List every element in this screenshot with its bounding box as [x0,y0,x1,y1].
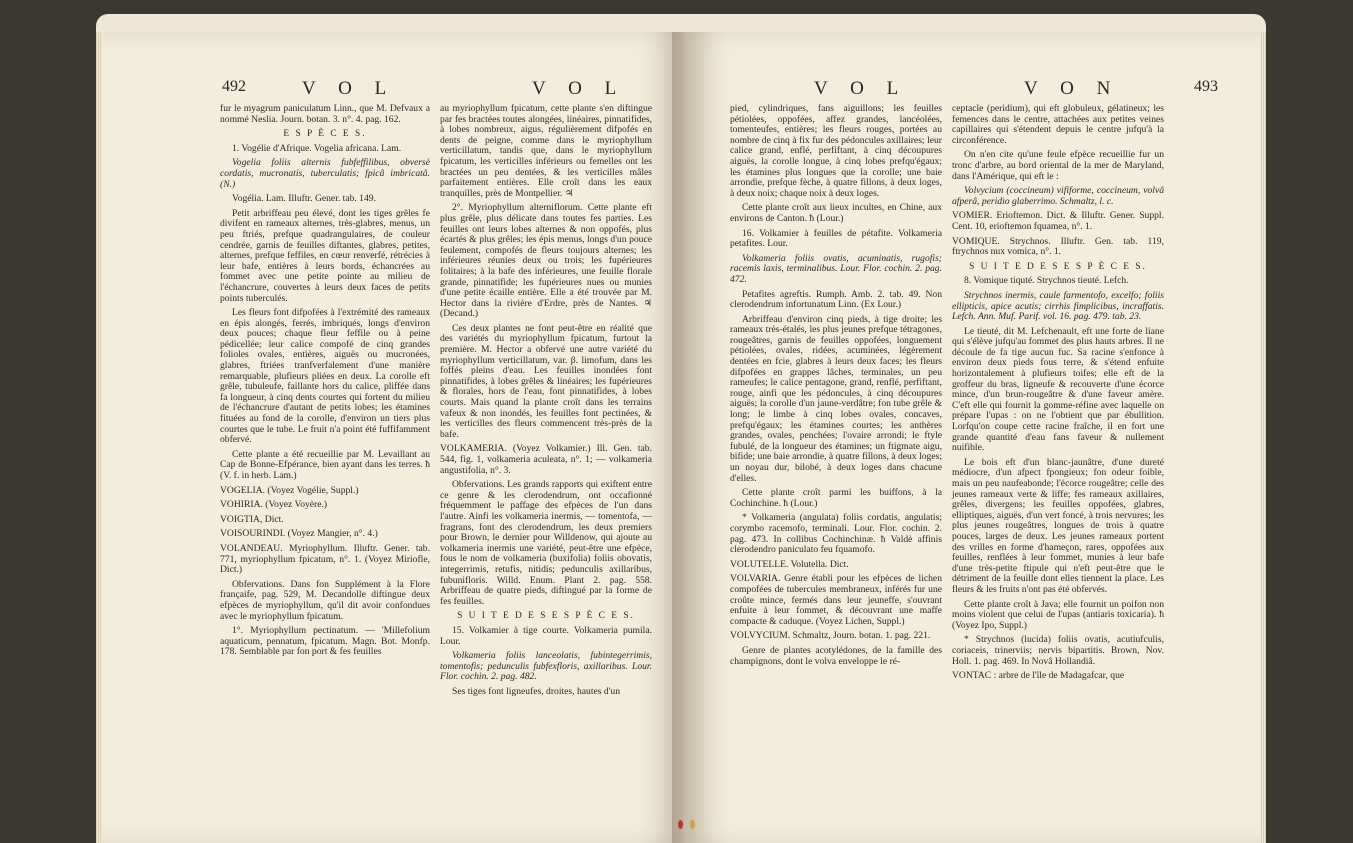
bookmark-dot-red [678,820,683,829]
paragraph: 15. Volkamier à tige courte. Volkameria pumila. Lour. [440,624,652,647]
paragraph: Les fleurs font difpofées à l'extrémité des rameaux en épis alongés, ferrés, imbriqués, longs d'environ deux pouces; chaque fleur feffile ou à peine pédicellée; leur calice compofé de cinq grandes folioles ovales, entières, aiguës ou mucronées, glabres, ftriées tranfverfalement d'une manière remarquable, plufieurs pliées en deux. La corolle eft grêle, tubuleufe, faillante hors du calice, pliffée dans fa longueur, à cinq dents courtes qui fortent du milieu de l'échancrure d'autant de petits lobes; les étamines fituées au fond de la corolle, d'environ un tiers plus courtes que le tube. Le fruit n'a point été fuffifamment obfervé. [220,307,430,446]
paragraph: * Strychnos (lucida) foliis ovatis, acutiufculis, coriaceis, trinerviis; nervis bipartitis. Brown, Nov. Holl. 1. pag. 469. In Novâ Hollandiâ. [952,634,1164,667]
paragraph: Volvycium (coccineum) vififorme, coccineum, volvâ afperâ, peridio glaberrimo. Schmaltz, l. c. [952,185,1164,207]
page-stack-left [96,32,101,843]
entry: VOLVARIA. Genre établi pour les efpèces de lichen compofées de tubercules membraneux, inférés fur une croûte mince, fermés dans leur jeuneffe, s'ouvrant enfuite à leur fommet, & découvrant une maffe compacte & caduque. (Voyez Lichen, Suppl.) [730,573,942,627]
page-stack-right [1261,32,1266,843]
paragraph: Le bois eft d'un blanc-jaunâtre, d'une dureté médiocre, d'un afpect fpongieux; fon odeur foible, mais un peu naufeabonde; l'écorce rougeâtre; celle des jeunes rameaux verte & liffe; fes rameaux axillaires, grêles, divergens; les feuilles oppofées, glabres, elliptiques, aiguës, d'un vert foncé, à trois nervures; les plus jeunes rougeâtres, longues de trois à quatre pouces, larges de deux. Les jeunes rameaux portent des vrilles en forme d'hameçon, rares, oppofées aux feuilles, renflées à leur fommet, munies à leur bafe d'une très-petite ftipule qui n'eft peut-être que le détriment de la feuille dont elles tiennent la place. Les fleurs & les fruits n'ont pas été obfervés. [952,456,1164,595]
paragraph: pied, cylindriques, fans aiguillons; les feuilles pétiolées, oppofées, affez grandes, lancéolées, tomenteufes, entières; les fleurs rouges, portées au nombre de cinq à fix fur des pédoncules axillaires; leur calice grand, enflé, perfiftant, à cinq découpures aiguës, la corolle longue, à cinq lobes prefqu'égaux; les étamines plus longues que la corolle; une baie arrondie, prefque fèche, à quatre fillons, à deux loges, à deux noix; chaque noix à deux loges. [730,103,942,199]
paragraph: Cette plante croît parmi les buiffons, à la Cochinchine. ħ (Lour.) [730,487,942,509]
paragraph: au myriophyllum fpicatum, cette plante s'en diftingue par fes bractées toutes alongées, linéaires, pinnatifides, à lobes nombreux, aigus, régulièrement difpofés en dents de peigne, comme dans le myriophyllum verticillatum, tandis que, dans le myriophyllum fpicatum, les verticilles inférieurs ou femelles ont les bractées un peu dentées, & les verticilles mâles parfaitement entières. Elle croît dans les eaux tranquilles, près de Montpellier. ♃ [440,103,652,199]
paragraph: * Volkameria (angulata) foliis cordatis, angulatis; corymbo racemofo, terminali. Lour. Flor. cochin. 2. pag. 473. In collibus Cochinchinæ. ħ Valdè affinis clerodendro paniculato feu fquamofo. [730,512,942,556]
paragraph: Arbriffeau d'environ cinq pieds, à tige droite; les rameaux très-étalés, les plus jeunes prefque tétragones, rougeâtres, garnis de feuilles oppofées, longuement pétiolées, ovales, ridées, acuminées, légèrement dentées en fcie, glabres à leurs deux faces; les fleurs difpofées en grappes lâches, terminales, un peu rameufes; le calice pentagone, grand, renflé, perfiftant, rouge, ainfi que les pédoncules, à cinq découpures aiguës; la corolle d'un jaune-verdâtre; fon tube grêle & long; le limbe à cinq lobes ovales, concaves, prefqu'égaux; les étamines courtes; les anthères grandes, ovales, penchées; l'ovaire arrondi; le ftyle fubulé, de la longueur des étamines; un ftigmate aigu, bifide; une baie arrondie, à quatre fillons, à deux loges; un noyau dur, bilobé, à deux loges dans chacune d'elles. [730,313,942,484]
entry: VOIGTIA, Dict. [220,513,284,525]
entry: VOISOURINDI. (Voyez Mangier, n°. 4.) [220,528,378,540]
paragraph: Petafites agreftis. Rumph. Amb. 2. tab. 49. Non clerodendrum infortunatum Linn. (Ex Lour.) [730,288,942,311]
left-page [102,32,684,843]
entry: VOMIQUE. Strychnos. Illuftr. Gen. tab. 119, ftrychnos nux vomica, n°. 1. [952,235,1164,258]
right-page-column-1 [730,104,942,671]
paragraph: 1°. Myriophyllum pectinatum. — 'Millefolium aquaticum, pennatum, fpicatum. Magn. Bot. Monfp. 178. Semblable par fon port & fes feuilles [220,625,430,658]
left-page-number: 492 [222,78,246,95]
bookmark-dot-gold [690,820,695,829]
right-page-title-right: V O N [1024,78,1120,99]
paragraph: Cette plante a été recueillie par M. Levaillant au Cap de Bonne-Efpérance, bien ayant dans les terres. ħ (V. f. in herb. Lam.) [220,448,430,481]
paragraph: Volkameria foliis ovatis, acuminatis, rugofis; racemis laxis, terminalibus. Lour. Flor. cochin. 2. pag. 472. [730,252,942,285]
entry: VOGELIA. (Voyez Vogélie, Suppl.) [220,484,359,496]
right-page [684,32,1260,843]
paragraph: Volkameria foliis lanceolatis, fubintegerrimis, tomentofis; pedunculis fubfexfloris, axillaribus. Lour. Flor. cochin. 2. pag. 482. [440,650,652,683]
left-page-title-right: V O L [532,78,626,99]
paragraph: ceptacle (peridium), qui eft globuleux, gélatineux; les femences dans le centre, attachées aux petites veines capillaires qui s'étendent depuis le centre jufqu'à la circonférence. [952,103,1164,146]
open-book [96,14,1266,843]
section-heading: E S P È C E S. [283,129,367,140]
paragraph: Ses tiges font ligneufes, droites, hautes d'un [452,685,620,697]
paragraph: fur le myagrum paniculatum Linn., que M. Defvaux a nommé Neslia. Journ. botan. 3. n°. 4. pag. 162. [220,103,430,125]
left-page-column-1 [220,104,430,662]
paragraph: Strychnos inermis, caule farmentofo, excelfo; foliis ellipticis, apice acutis; cirrhis fimplicibus, incraffatis. Lefch. Ann. Muf. Parif. vol. 16. pag. 479. tab. 23. [952,289,1164,323]
paragraph: Vogélia. Lam. Illuftr. Gener. tab. 149. [232,193,376,205]
paragraph: Genre de plantes acotylédones, de la famille des champignons, dont le volva enveloppe le ré- [730,644,942,667]
paragraph: Ces deux plantes ne font peut-être en réalité que des variétés du myriophyllum fpicatum, furtout la première. M. Hector a obfervé une autre variété du myriophyllum verticillatum, var. β. limofum, dans les foffés pleins d'eau. Les feuilles inondées font pinnatifides, à lobes grêles & linéaires; les fupérieures & florales, hors de l'eau, font pinnatifides, à lobes courts. Mais quand la plante croît dans les terrains vafeux & non inondés, les feuilles font pectinées, & les verticilles des fleurs commencent très-près de la bafe. [440,322,652,440]
right-page-number: 493 [1194,78,1218,95]
paragraph: Obfervations. Les grands rapports qui exiftent entre ce genre & les clerodendrum, ont occafionné fréquemment le paffage des efpèces de l'un dans l'autre. Ainfi les volkameria inermis, — tomentofa, — fragrans, font des clerodendrum, les deux premiers pour Brown, le dernier pour Willdenow, qui ajoute au volkameria inermis une variété, peut-être une efpèce, fous le nom de volkameria (buxifolia) foliis obovatis, integerrimis, retufis, nitidis; pedunculis axillaribus, fubunifloris. Willd. Enum. Plant 2. pag. 558. Arbriffeau de quatre pieds, diftingué par la forme de fes feuilles. [440,479,652,607]
section-heading: S U I T E D E S E S P È C E S. [969,261,1147,272]
paragraph: On n'en cite qu'une feule efpèce recueillie fur un tronc d'arbre, au bord oriental de la mer de Maryland, dans l'Amérique, qui eft le : [952,149,1164,182]
paragraph: Cette plante croît aux lieux incultes, en Chine, aux environs de Canton. ħ (Lour.) [730,202,942,224]
entry: VONTAC : arbre de l'île de Madagafcar, que [952,670,1125,682]
paragraph: Le tieuté, dit M. Lefchenault, eft une forte de liane qui s'élève jufqu'au fommet des plus hauts arbres. Il ne découle de fa tige aucun fuc. Sa racine s'enfonce à environ deux pieds fous terre, & s'étend enfuite horizontalement à plufieurs toifes; elle eft de la groffeur du bras, ligneufe & recouverte d'une écorce mince, d'un brun-rougeâtre & d'une faveur amère. C'eft elle qui fournit la gomme-réfine avec laquelle on prépare l'upas : on ne l'obtient que par ébullition. Lorfqu'on coupe cette racine fraîche, il en fort une grande quantité d'eau fans faveur & nullement nuifible. [952,325,1164,454]
right-page-title-left: V O L [814,78,908,99]
paragraph: 16. Volkamier à feuilles de pétafite. Volkameria petafites. Lour. [730,227,942,250]
paragraph: 8. Vomique tiquté. Strychnos tieuté. Lefch. [964,275,1129,287]
entry: VOLKAMERIA. (Voyez Volkamier.) Ill. Gen. tab. 544, fig. 1, volkameria aculeata, n°. 1; — volkameria angustifolia, n°. 3. [440,443,652,476]
paragraph: Cette plante croît à Java; elle fournit un poifon non moins violent que celui de l'upas (antiaris toxicaria). ħ (Voyez Ipo, Suppl.) [952,598,1164,631]
paragraph: 1. Vogélie d'Afrique. Vogelia africana. Lam. [232,142,402,154]
entry: VOLUTELLE. Volutella. Dict. [730,558,849,570]
entry: VOHIRIA. (Voyez Voyère.) [220,499,328,511]
entry: VOLANDEAU. Myriophyllum. Illuftr. Gener. tab. 771, myriophyllum fpicatum, n°. 1. (Voyez Miriofle, Dict.) [220,542,430,576]
right-page-column-2 [952,104,1164,686]
entry: VOMIER. Erioftemon. Dict. & Illuftr. Gener. Suppl. Cent. 10, erioftemon fquamea, n°. 1. [952,210,1164,232]
entry: VOLVYCIUM. Schmaltz, Journ. botan. 1. pag. 221. [730,630,931,642]
paragraph: Petit arbriffeau peu élevé, dont les tiges grêles fe divifent en rameaux alternes, très-glabres, menus, un peu ftriés, prefque quadrangulaires, de couleur cendrée, garnis de feuilles diftantes, glabres, petites, alternes, prefque feffiles, en cœur renverfé, rétrécies à leur bafe, entières à leurs bords, échancrées au fommet avec une petite pointe au milieu de l'échancrure, couvertes à leurs deux faces de petits points tuberculés. [220,207,430,304]
section-heading: S U I T E D E S E S P È C E S. [457,611,635,622]
left-page-title-left: V O L [302,78,396,99]
paragraph: 2°. Myriophyllum alterniflorum. Cette plante eft plus grêle, plus délicate dans toutes fes parties. Les feuilles ont leurs lobes alternes & non oppofés, plus écartés & plus grêles; les épis menus, longs d'un pouce feulement, compofés de fleurs toujours alternes; les inférieures réunies deux ou trois; les fupérieures folitaires; à la bafe des inférieures, une feuille florale grande, pinnatifide; les fupérieures nues ou munies d'une petite écaille entière. Elle a été trouvée par M. Hector dans la rivière d'Erdre, près de Nantes. ♃ (Decand.) [440,202,652,320]
left-page-column-2 [440,104,652,701]
paragraph: Vogelia foliis alternis fubfeffilibus, obversè cordatis, mucronatis, tuberculatis; fpicâ imbricatâ. (N.) [220,157,430,190]
paragraph: Obfervations. Dans fon Supplément à la Flore françaife, pag. 529, M. Decandolle diftingue deux efpèces de myriophyllum, qu'il dit avoir confondues avec le myriophyllum fpicatum. [220,578,430,622]
